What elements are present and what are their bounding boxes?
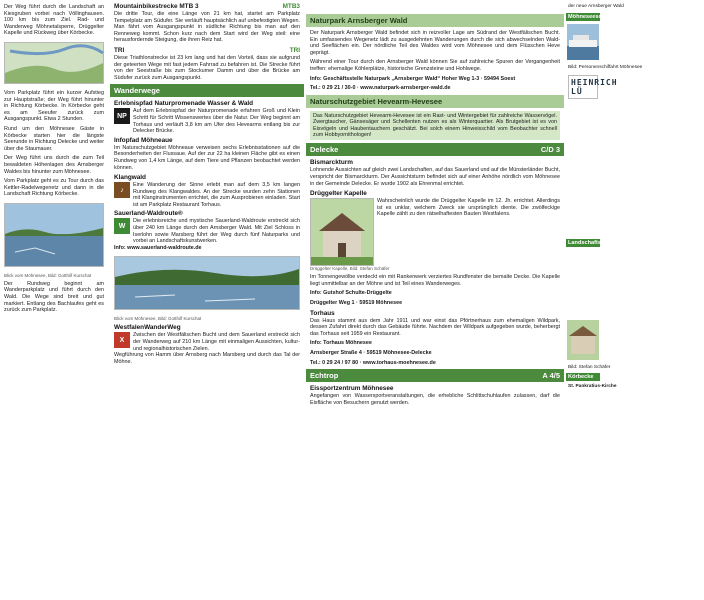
right-text-1: der neue Arnsberger Wald <box>568 4 624 9</box>
left-text-6: Der Rundweg beginnt am Wanderparkplatz und führt durch den Wald. Die Wege sind breit und gut markiert. Entlang des Bachlaufes geht es zurück zum Parkplatz. <box>4 280 104 314</box>
klangwald-block <box>114 182 300 208</box>
naturschutz-box <box>310 111 560 141</box>
left-photo-caption: Blick vom Möhnesee, Bild: Gotthilf Kurschat <box>4 272 92 278</box>
drueggelter-caption: Drüggelter Kapelle, Bild: Stefan Schäfer <box>310 266 390 272</box>
middle-right-column <box>306 0 564 600</box>
echtrop-title: Echtrop <box>310 371 339 381</box>
bismarckturm-text: Lohnende Aussichten auf gleich zwei Landschaften, auf das Sauerland und auf die Münsterländer Bucht, verspricht der Bismarckturm. Der Aussichtsturm befindet sich auf einer Anhöhe nördlich vom Möhnesee in der Gemeinde Delecke. Er wurde 1902 als Ehrenmal errichtet. <box>310 167 560 187</box>
mtb3-text: Die dritte Tour, die eine Länge von 21 km hat, startet am Parkplatz Tempelplatz am Südufer. Sie verläuft hauptsächlich auf unbefestigten Wegen. Man fährt vom Ausgangspunkt in südliche Richtung bis man auf den Renneweg kommt. Schon kurz nach dem Start wird der Weg steil: eine herausfordernde Steigung, die ihren Reiz hat. <box>114 11 300 44</box>
torhaus-text: Das Haus stammt aus dem Jahr 1911 und war einst das Pförtnerhaus zum ehemaligen Wildpark, dessen Zufahrt direkt durch das Gebäude führte. Nachdem der Wildpark aufgegeben wurde, beherbergt das Torhaus seit 1959 ein Restaurant. <box>310 317 560 337</box>
torhaus-info: Info: Torhaus Möhnesee <box>310 340 372 347</box>
klangwald-text: Eine Wanderung der Sinne erlebt man auf dem 3,5 km langen Rundweg des Klangwaldes. An der Strecke wurden zehn Stationen mit Klanginstrumenten errichtet, die zum Ausprobieren einladen. Start ist am Parkplatz Restaurant Torhaus. <box>133 182 300 208</box>
delecke-header <box>306 143 564 156</box>
lake-photo <box>114 256 300 310</box>
lake-photo-caption: Blick vom Möhnesee, Bild: Gotthilf Kurschat <box>114 316 202 322</box>
drueggelter-text-2: Im Tonnengewölbe verdeckt ein mit Rankenwerk verziertes Rundfenster die bemalte Decke. Die Kapelle liegt unmittelbar an der Möhne und ist Teil eines Wanderweges. <box>310 274 560 287</box>
section-wanderwege <box>110 84 304 97</box>
left-text-2: Vom Parkplatz führt ein kurzer Aufstieg zur Hauptstraße; der Weg führt hinunter in Richtung Körbecke. In Körbecke geht es am Seeufer zurück zum Ausgangspunkt. Etwa 2 Stunden. <box>4 89 104 123</box>
left-column <box>0 0 108 600</box>
tri-heading <box>114 47 300 54</box>
drueggelter-photo <box>310 198 374 266</box>
right-pankratius: St. Pankratius-Kirche <box>568 384 617 390</box>
middle-left-column <box>110 0 304 600</box>
echtrop-grid: A 4/5 <box>542 371 560 381</box>
naturpromenade-title: Erlebnispfad Naturpromenade Wasser & Wald <box>114 100 254 108</box>
drueggelter-address: Drüggelter Weg 1 · 59519 Möhnesee <box>310 299 403 306</box>
waldroute-icon: W <box>114 218 130 234</box>
left-text-4: Der Weg führt uns durch die zum Teil bewaldeten Höhenlagen des Arnsberger Waldes bis hinunter zum Möhnesee. <box>4 155 104 175</box>
naturpark-text-2: Während einer Tour durch den Arnsberger Wald können Sie auf zahlreiche Spuren der Vergangenheit treffen: ehemalige Köhlerplätze, historische Grenzsteine und Hohlwege. <box>310 59 560 72</box>
torhaus-phone[interactable]: Tel.: 0 29 24 / 97 80 · www.torhaus-moehnesee.de <box>310 359 436 366</box>
klangwald-icon: ♪ <box>114 182 130 198</box>
drueggelter-block <box>310 198 560 266</box>
right-header-koerbecke: Körbecke <box>566 373 600 381</box>
tri-code: TRI <box>289 46 300 54</box>
drueggelter-text: Wahrscheinlich wurde die Drüggelter Kapelle im 12. Jh. errichtet. Allerdings ist es unklar, welchem Zweck sie ursprünglich diente. Die zwölfeckige Kapelle zählt zu den rätselhaftesten Bauten Westfalens. <box>377 198 560 218</box>
left-text-3: Rund um den Möhnesee Gäste in Körbecke starten hier die längste Seerunde in Richtung Delecke und weiter über die Staumauer. <box>4 125 104 152</box>
mtb3-heading <box>114 3 300 10</box>
naturpark-info: Info: Geschäftsstelle Naturpark „Arnsberger Wald“ Hoher Weg 1-3 · 59494 Soest <box>310 75 516 82</box>
waldroute-block <box>114 218 300 244</box>
naturpromenade-text: Auf dem Erlebnispfad der Naturpromenade erfahren Groß und Klein Schritt für Schritt Wissenswertes über die Natur. Der Weg beginnt am Torhaus und verläuft 3,8 km am Ufer des Hevearms entlang bis zur Delecker Brücke. <box>133 108 300 135</box>
tri-title: TRI <box>114 46 125 54</box>
eissport-text: Angefangen von Wassersportveranstaltungen, die erhebliche Schlittschuhlaufen zulassen, darf die Eisfläche von Besuchern genutzt werden. <box>310 393 560 406</box>
infopfad-text: Im Naturschutzgebiet Möhneaue verweisen sechs Erlebnisstationen auf die Besonderheiten der Flussaue. Auf der zur 22 ha kleinen Fläche gibt es einen Rundweg von 1,4 km Länge, auf dem Tiere und Pflanzen beobachtet werden können. <box>114 144 300 171</box>
naturschutz-text: Das Naturschutzgebiet Hevearm-Hevesee ist ein Rast- und Wintergebiet für zahlreiche Wasservögel. Zwergtaucher, Gänsesäger und Schellenten nutzen es als Winterquartier. Als Brutgebiet ist es von Eisvögeln und Haubentauchern geschätzt. <box>313 112 557 132</box>
waldroute-link[interactable]: Info: www.sauerland-waldroute.de <box>114 244 202 251</box>
bismarckturm-title: Bismarckturm <box>310 159 353 167</box>
naturpark-title: Naturpark Arnsberger Wald <box>310 16 408 25</box>
left-text-1: Der Weg führt durch die Landschaft an Kiesgruben vorbei nach Völlinghausen. 100 km bis zum Ziel. Rad- und Wanderweg Möhnetalsperre, Drüggelter Kapelle und Rückweg über Körbecke. <box>4 4 104 37</box>
building-photo <box>567 320 599 360</box>
eissport-title: Eissportzentrum Möhnesee <box>310 385 394 393</box>
ship-caption: Bild: Personenschiffahrt Möhnesee <box>568 64 643 70</box>
mtb3-code: MTB3 <box>282 3 300 10</box>
left-lake-photo <box>4 203 104 267</box>
naturpark-text: Der Naturpark Arnsberger Wald befindet sich in reizvoller Lage am Südrand der Westfälischen Bucht. Ein umfassendes Wegenetz lädt zu ausgedehnten Wanderungen durch die sich abwechselnden Wald- und Seeflächen ein. Der nördliche Teil des Waldes wird vom Möhnesee und dem Flüsschen Heve geprägt. <box>310 30 560 56</box>
wanderwege-title: Wanderwege <box>114 86 160 96</box>
delecke-grid: C/D 3 <box>540 145 560 155</box>
heinrich-logo: HEINRICH LÜ <box>571 77 618 96</box>
klangwald-title: Klangwald <box>114 174 146 182</box>
westfalenweg-text-2: Wegführung von Hamm über Arnsberg nach Marsberg und durch das Tal der Möhne. <box>114 352 300 365</box>
mtb3-title: Mountainbikestrecke MTB 3 <box>114 3 199 10</box>
drueggelter-title: Drüggelter Kapelle <box>310 190 367 198</box>
naturschutz-text-2: Bei solch einem Hinweisschild vom Beobachter schnell zum Hobbyornithologen! <box>313 125 558 138</box>
torhaus-address: Arnsberger Straße 4 · 59519 Möhnesee-Delecke <box>310 349 432 356</box>
westfalenweg-title: WestfalenWanderWeg <box>114 324 181 332</box>
naturpark-header <box>306 14 564 27</box>
westfalenweg-text: Zwischen der Westfälischen Bucht und dem Sauerland erstreckt sich der Wanderweg auf 210 km Länge mit einmaligen Aussichten, kultur- und regionalhistorischen Zielen. <box>133 332 300 352</box>
waldroute-text: Die erlebnisreiche und mystische Sauerland-Waldroute erstreckt sich über 240 km Länge durch den Arnsberger Wald. Mit Ziel Schloss in Iserlohn sowie Marsberg führt der Weg durch fünf Naturparks und vorbei an Landschaftskunstwerken. <box>133 218 300 245</box>
heinrich-ad <box>568 75 618 99</box>
torhaus-title: Torhaus <box>310 309 335 317</box>
building-caption: Bild: Stefan Schäfer <box>568 364 611 370</box>
westfalenweg-icon: X <box>114 332 130 348</box>
left-map-photo <box>4 42 104 84</box>
waldroute-title: Sauerland-Waldroute® <box>114 210 183 218</box>
right-column <box>566 0 704 600</box>
right-header-schiffahrt: Möhneseeschiffahrt <box>568 13 621 20</box>
infopfad-title: Infopfad Möhneaue <box>114 136 173 144</box>
naturpark-phone[interactable]: Tel.: 0 29 21 / 30-0 · www.naturpark-arnsberger-wald.de <box>310 85 451 92</box>
naturpromenade-block <box>114 108 300 134</box>
left-text-5: Vom Parkplatz geht es zu Tour durch das Kettler-Radelwegenetz und dann in die Landschaft Richtung Körbecke. <box>4 178 104 198</box>
ship-photo <box>567 24 599 60</box>
delecke-title: Delecke <box>310 145 339 155</box>
naturschutz-header <box>306 95 564 108</box>
naturschutz-title: Naturschutzgebiet Hevearm-Hevesee <box>310 96 443 106</box>
drueggelter-info: Info: Gutshof Schulte-Drüggelte <box>310 290 392 297</box>
tri-text: Diese Triathlonstrecke ist 23 km lang und hat den Vorteil, dass sie aufgrund der geteerten Wege mit fast jedem Fahrrad zu befahren ist. Die Strecke führt von der Seestraße bis zum Stockumer Damm und über die Brücke am Südufer zurück zum Ausgangspunkt. <box>114 54 300 81</box>
np-badge-icon: NP <box>114 108 130 124</box>
westfalenweg-block <box>114 332 300 352</box>
right-header-lazw: Landschaftsinformationszentrum Wasser und Wald <box>568 239 704 246</box>
echtrop-header <box>306 369 564 382</box>
